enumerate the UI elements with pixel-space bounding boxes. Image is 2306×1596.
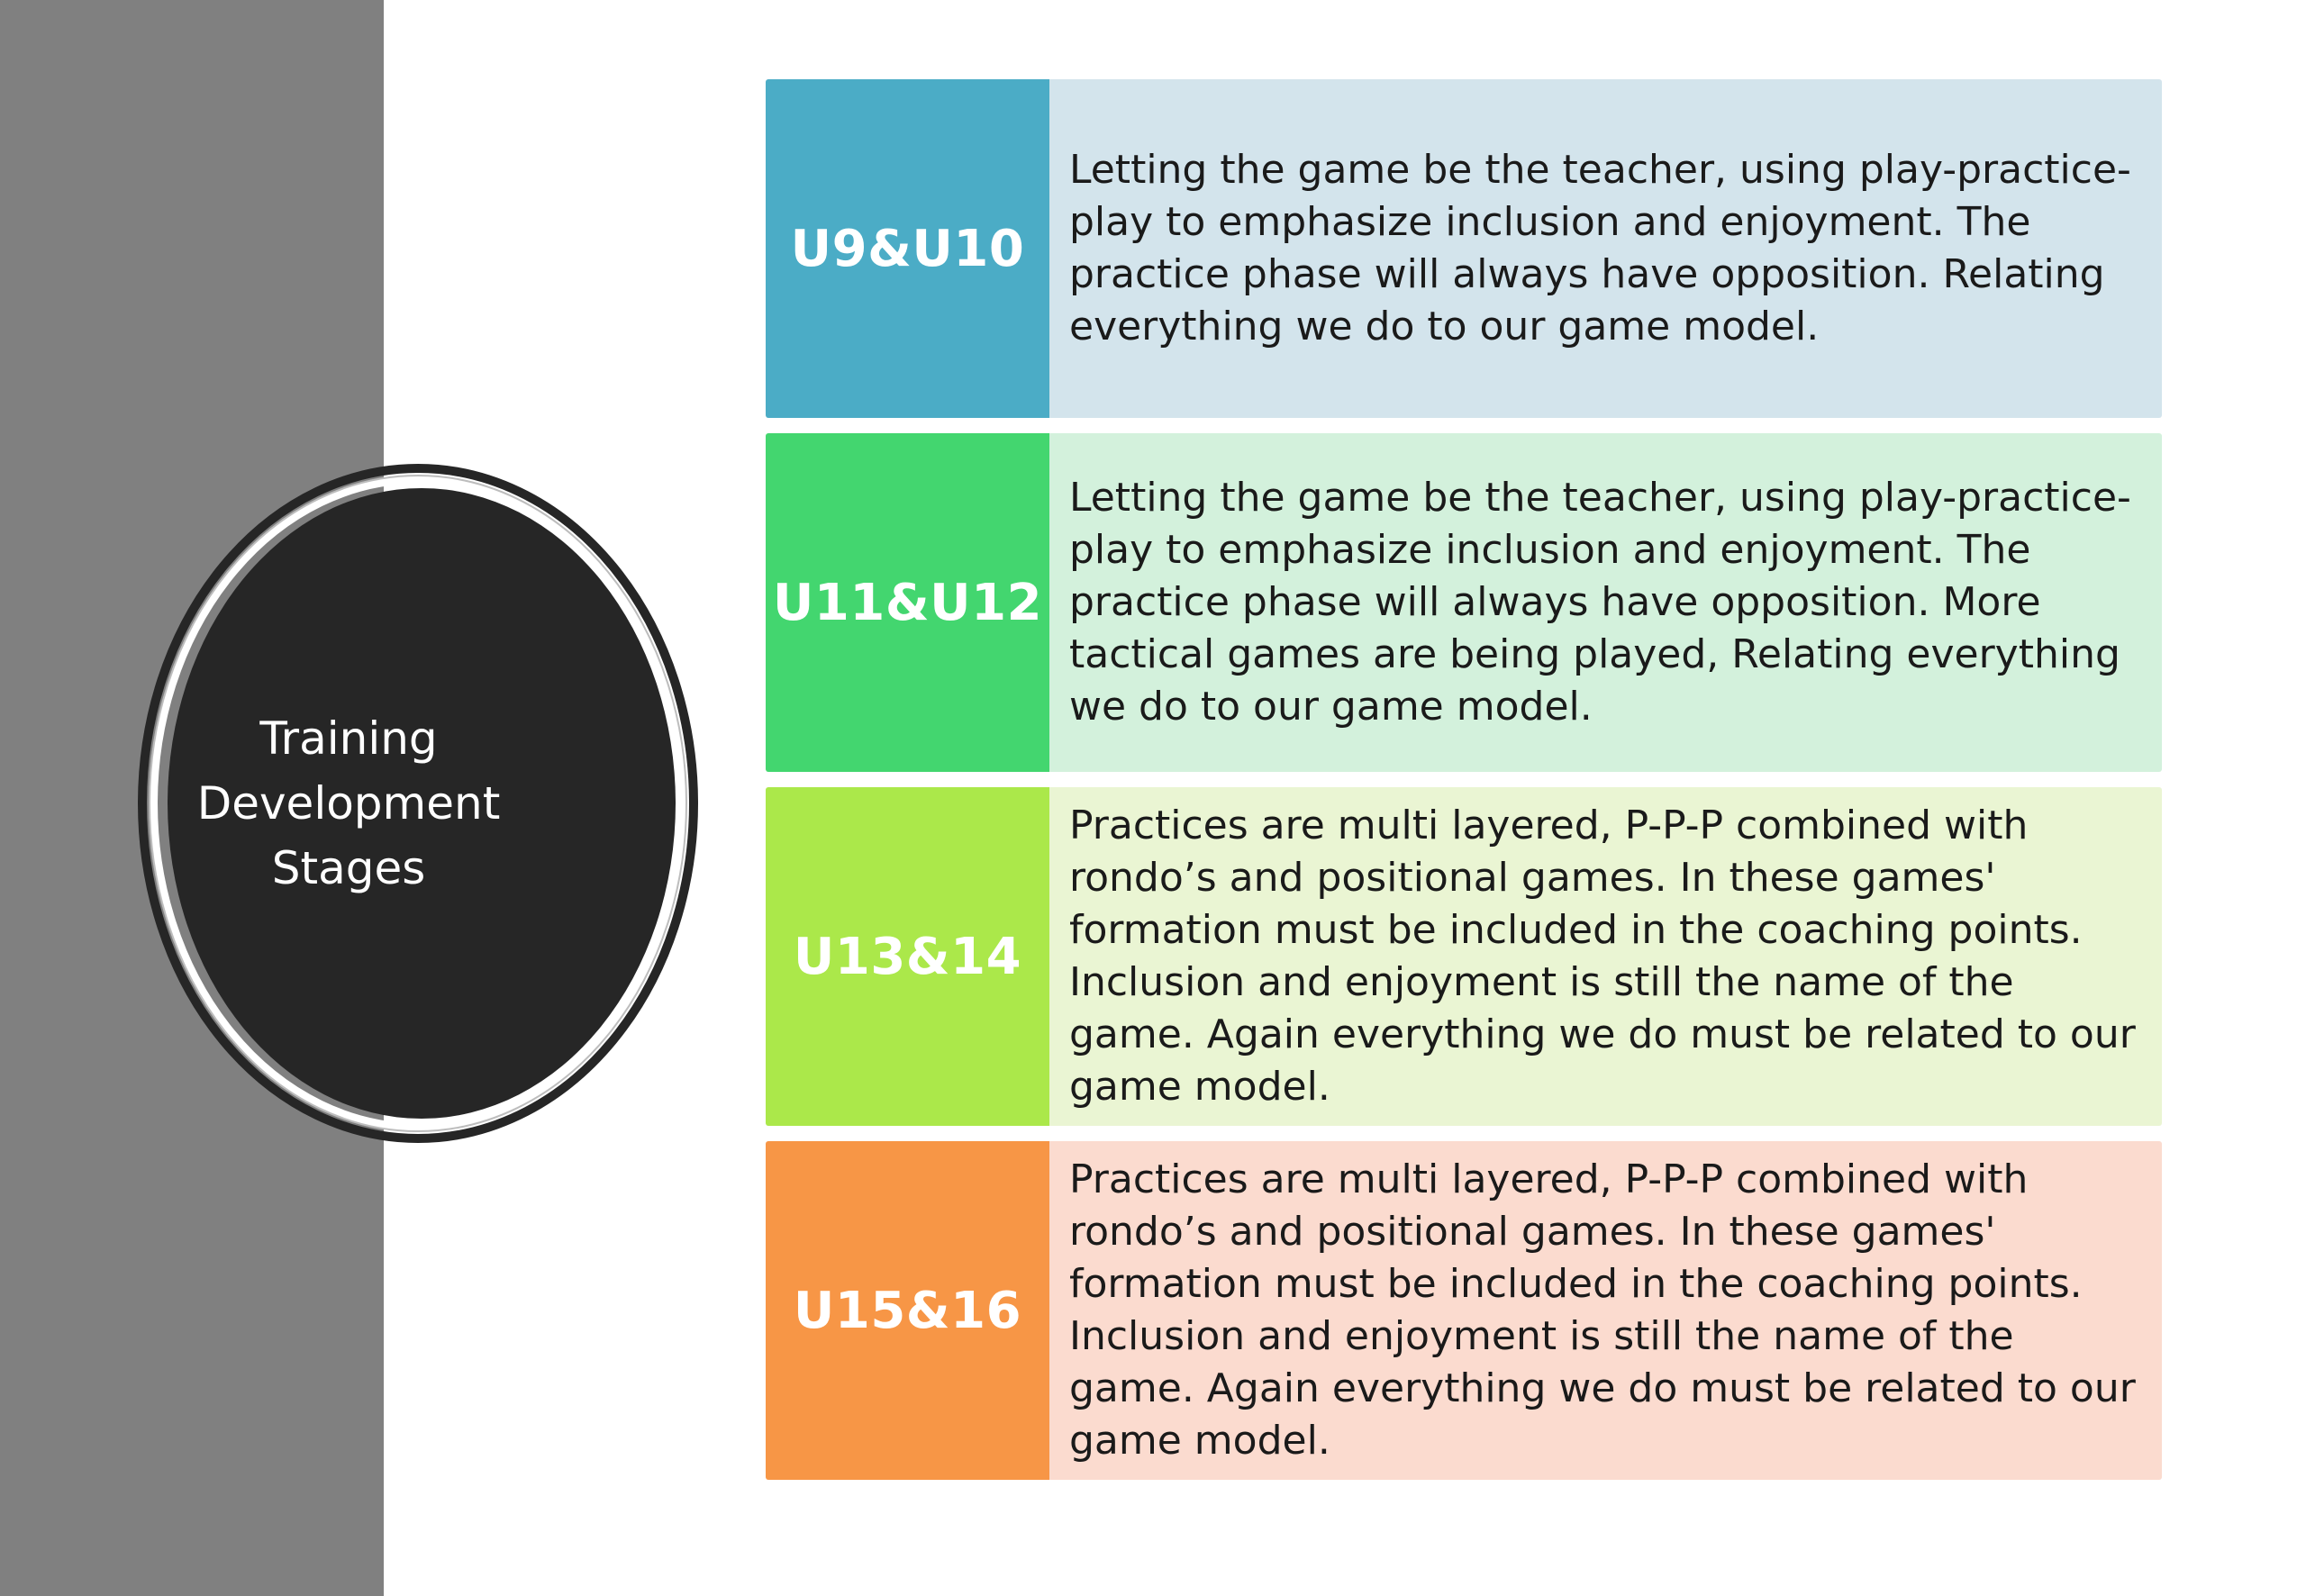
- stage-label: U13&14: [766, 787, 1049, 1126]
- stage-description: Practices are multi layered, P-P-P combined with rondo’s and positional games. In these games' formation must be included in the coaching points. Inclusion and enjoyment is still the name of the game. Again everything we do must be related to our game model.: [1069, 803, 2136, 1110]
- stage-description: Practices are multi layered, P-P-P combined with rondo’s and positional games. In these games' formation must be included in the coaching points. Inclusion and enjoyment is still the name of the game. Again everything we do must be related to our game model.: [1069, 1156, 2136, 1464]
- stage-description-box: [1049, 79, 2162, 418]
- stage-description: Letting the game be the teacher, using play-practice-play to emphasize inclusion and enjoyment. The practice phase will always have opposition. More tactical games are being played, Relating everything we do to our game model.: [1069, 475, 2131, 730]
- stage-description-box: [1049, 433, 2162, 772]
- stage-row-u15-u16: [766, 1141, 2162, 1480]
- circle-title: Training Development Stages: [196, 712, 501, 894]
- stage-row-u9-u10: [766, 79, 2162, 418]
- stage-label: U11&U12: [766, 433, 1049, 772]
- stage-description-box: [1049, 787, 2162, 1126]
- stages-list: [766, 79, 2162, 1495]
- stage-row-u11-u12: [766, 433, 2162, 772]
- center-circle: [137, 461, 704, 1146]
- stage-row-u13-u14: [766, 787, 2162, 1126]
- stage-label: U9&U10: [766, 79, 1049, 418]
- stage-label: U15&16: [766, 1141, 1049, 1480]
- stage-description: Letting the game be the teacher, using play-practice-play to emphasize inclusion and enjoyment. The practice phase will always have opposition. Relating everything we do to our game model.: [1069, 147, 2131, 349]
- stage-description-box: [1049, 1141, 2162, 1480]
